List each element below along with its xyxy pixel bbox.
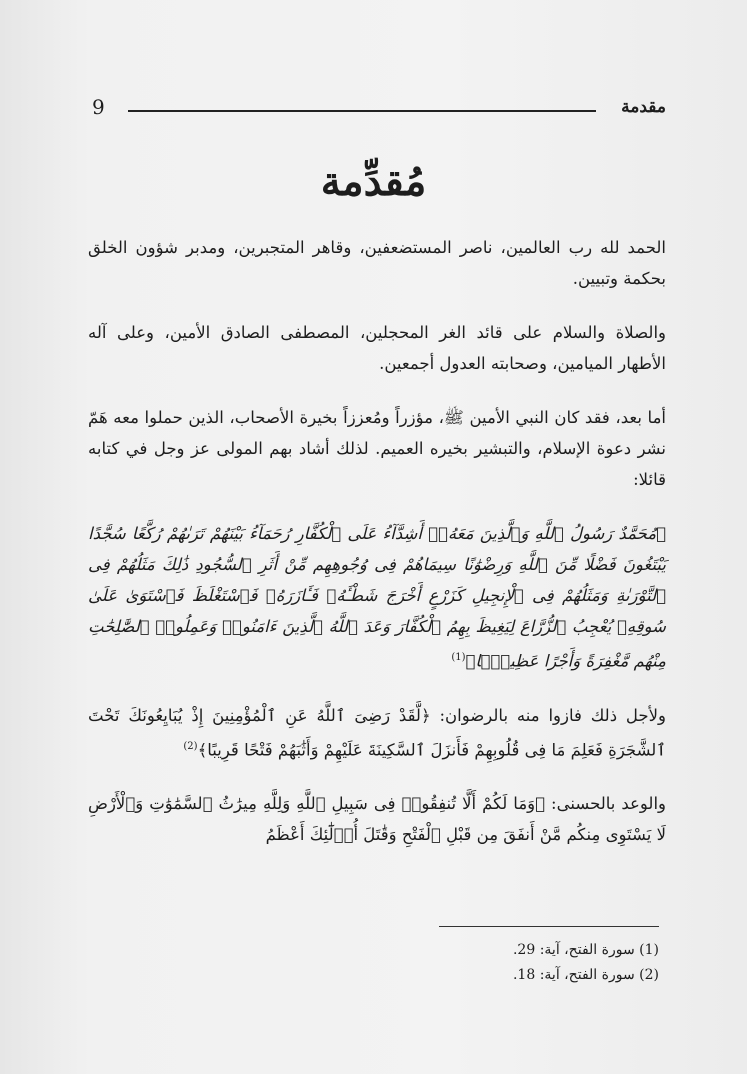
quran-verse	[88, 518, 666, 677]
paragraph-text: أما بعد، فقد كان النبي الأمين ﷺ، مؤزراً ومُعززاً بخيرة الأصحاب، الذين حملوا معه هَمّ نشر دعوة الإسلام، والتبشير بخيره العميم. لذلك أشاد بهم المولى عز وجل في كتابه قائلا:	[88, 408, 666, 489]
footnote: (2) سورة الفتح، آية: 18.	[512, 967, 659, 983]
footnotes	[81, 938, 659, 988]
paragraph-text: والصلاة والسلام على قائد الغر المحجلين، المصطفى الصادق الأمين، وعلى آله الأطهار الميامين، وصحابته العدول أجمعين.	[88, 323, 666, 373]
page-number: 9	[92, 95, 105, 119]
paragraph	[88, 402, 666, 495]
verse-text: ﴿مُحَمَّدٌ رَسُولُ ٱللَّهِ وَٱلَّذِينَ مَعَهُۥٓ أَشِدَّآءُ عَلَى ٱلْكُفَّارِ رُحَمَآءُ بَيْنَهُمْ تَرَىٰهُمْ رُكَّعًا سُجَّدًا يَبْتَغُونَ فَضْلًا مِّنَ ٱللَّهِ وَرِضْوَٰنًا سِيمَاهُمْ فِى وُجُوهِهِم مِّنْ أَثَرِ ٱلسُّجُودِ ذَٰلِكَ مَثَلُهُمْ فِى ٱلتَّوْرَىٰةِ وَمَثَلُهُمْ فِى ٱلْإِنجِيلِ كَزَرْعٍ أَخْرَجَ شَطْـَٔهُۥ فَـَٔازَرَهُۥ فَٱسْتَغْلَظَ فَٱسْتَوَىٰ عَلَىٰ سُوقِهِۦ يُعْجِبُ ٱلزُّرَّاعَ لِيَغِيظَ بِهِمُ ٱلْكُفَّارَ وَعَدَ ٱللَّهُ ٱلَّذِينَ ءَامَنُوا۟ وَعَمِلُوا۟ ٱلصَّٰلِحَٰتِ مِنْهُم مَّغْفِرَةً وَأَجْرًا عَظِيمًۢا﴾	[88, 524, 666, 671]
footnote-ref: (1)	[451, 652, 466, 663]
footnote-rule	[439, 926, 659, 927]
paragraph	[88, 232, 666, 294]
header-rule	[128, 110, 596, 112]
paragraph	[88, 788, 666, 850]
paragraph	[88, 700, 666, 766]
running-title: مقدمة	[621, 97, 666, 117]
footnote: (1) سورة الفتح، آية: 29.	[512, 942, 659, 958]
chapter-title: مُقدِّمة	[320, 158, 427, 205]
footnote-ref: (2)	[183, 740, 198, 752]
page-header	[92, 96, 666, 120]
paragraph	[88, 317, 666, 379]
paragraph-text: الحمد لله رب العالمين، ناصر المستضعفين، وقاهر المتجبرين، ومدبر شؤون الخلق بحكمة وتبيين.	[88, 238, 666, 288]
paragraph-text: والوعد بالحسنى: ﴿وَمَا لَكُمْ أَلَّا تُنفِقُوا۟ فِى سَبِيلِ ٱللَّهِ وَلِلَّهِ مِيرَٰثُ ٱلسَّمَٰوَٰتِ وَٱلْأَرْضِ لَا يَسْتَوِى مِنكُم مَّنْ أَنفَقَ مِن قَبْلِ ٱلْفَتْحِ وَقَٰتَلَ أُو۟لَٰٓئِكَ أَعْظَمُ	[88, 794, 666, 844]
paragraph-text: ولأجل ذلك فازوا منه بالرضوان: ﴿لَّقَدْ رَضِىَ ٱللَّهُ عَنِ ٱلْمُؤْمِنِينَ إِذْ يُبَايِعُونَكَ تَحْتَ ٱلشَّجَرَةِ فَعَلِمَ مَا فِى قُلُوبِهِمْ فَأَنزَلَ ٱلسَّكِينَةَ عَلَيْهِمْ وَأَثَٰبَهُمْ فَتْحًا قَرِيبًا﴾	[88, 705, 666, 759]
body-text	[88, 232, 666, 873]
